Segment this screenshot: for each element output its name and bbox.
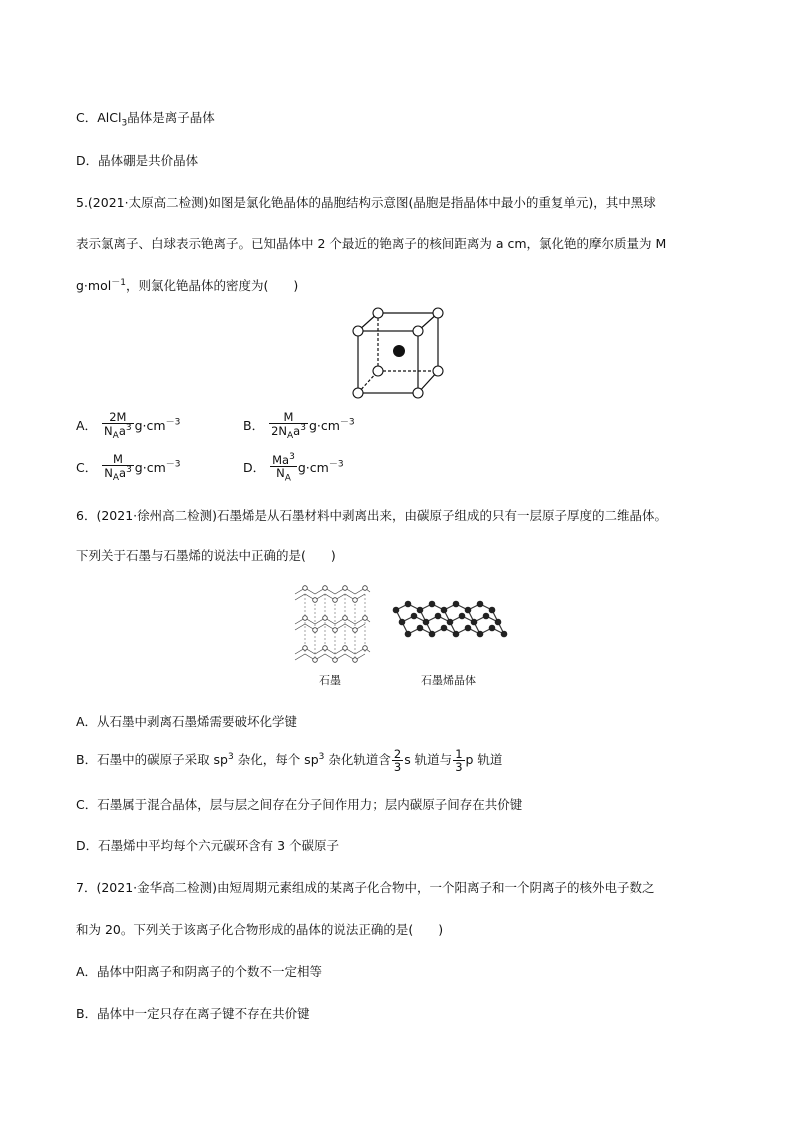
q6-option-d: D．石墨烯中平均每个六元碳环含有 3 个碳原子 [76, 838, 340, 853]
q6-stem-line1: 6．(2021·徐州高二检测)石墨烯是从石墨材料中剥离出来，由碳原子组成的只有一层原子厚度的二维晶体。 [76, 508, 667, 523]
q6-option-a: A．从石墨中剥离石墨烯需要破坏化学键 [76, 714, 298, 729]
q7-option-b: B．晶体中一定只存在离子键不存在共价键 [76, 1006, 310, 1021]
q5-option-a: A． $\frac{2M}{N_Aa^3}$ $g\cdot cm^{-3}$ [76, 410, 181, 442]
q5-stem-line1: 5.(2021·太原高二检测)如图是氯化铯晶体的晶胞结构示意图(晶胞是指晶体中最小的重复单元)，其中黑球 [76, 195, 656, 210]
q7-stem-line2: 和为 20。下列关于该离子化合物形成的晶体的说法正确的是( ) [76, 922, 444, 937]
q7-option-a: A．晶体中阳离子和阴离子的个数不一定相等 [76, 964, 323, 979]
graphene-label: 石墨烯晶体 [421, 674, 476, 687]
graphite-label: 石墨 [319, 674, 341, 687]
q5-stem-line2: 表示氯离子、白球表示铯离子。已知晶体中 2 个最近的铯离子的核间距离为 a cm，氯化铯的摩尔质量为 M [76, 236, 667, 251]
q5-option-b: B． $\frac{M}{2N_Aa^3}$ $g\cdot cm^{-3}$ [243, 410, 355, 442]
q6-stem-line2: 下列关于石墨与石墨烯的说法中正确的是( ) [76, 548, 336, 563]
q5-option-c: C． $\frac{M}{N_Aa^3}$ $g\cdot cm^{-3}$ [76, 452, 181, 484]
q5-stem-line3: g·mol$^{-1}$，则氯化铯晶体的密度为( ) [76, 278, 299, 294]
q4-option-c: C．AlCl$_3$晶体是离子晶体 [76, 110, 215, 129]
cubic-unit-cell-icon [350, 305, 450, 401]
q4-option-d: D．晶体硼是共价晶体 [76, 153, 199, 168]
graphite-structure-icon [290, 582, 375, 666]
q6-option-b: B．石墨中的碳原子采取 $sp^3$ 杂化，每个 $sp^3$ 杂化轨道含 $\frac{2}{3}$ s 轨道与 $\frac{1}{3}$ p 轨道 [76, 747, 503, 775]
graphene-structure-icon [388, 598, 513, 648]
q7-stem-line1: 7．(2021·金华高二检测)由短周期元素组成的某离子化合物中，一个阳离子和一个阴离子的核外电子数之 [76, 880, 655, 895]
q6-option-c: C．石墨属于混合晶体，层与层之间存在分子间作用力；层内碳原子间存在共价键 [76, 797, 523, 812]
q5-option-d: D． $\frac{Ma^3}{N_A}$ $g\cdot cm^{-3}$ [243, 452, 344, 484]
